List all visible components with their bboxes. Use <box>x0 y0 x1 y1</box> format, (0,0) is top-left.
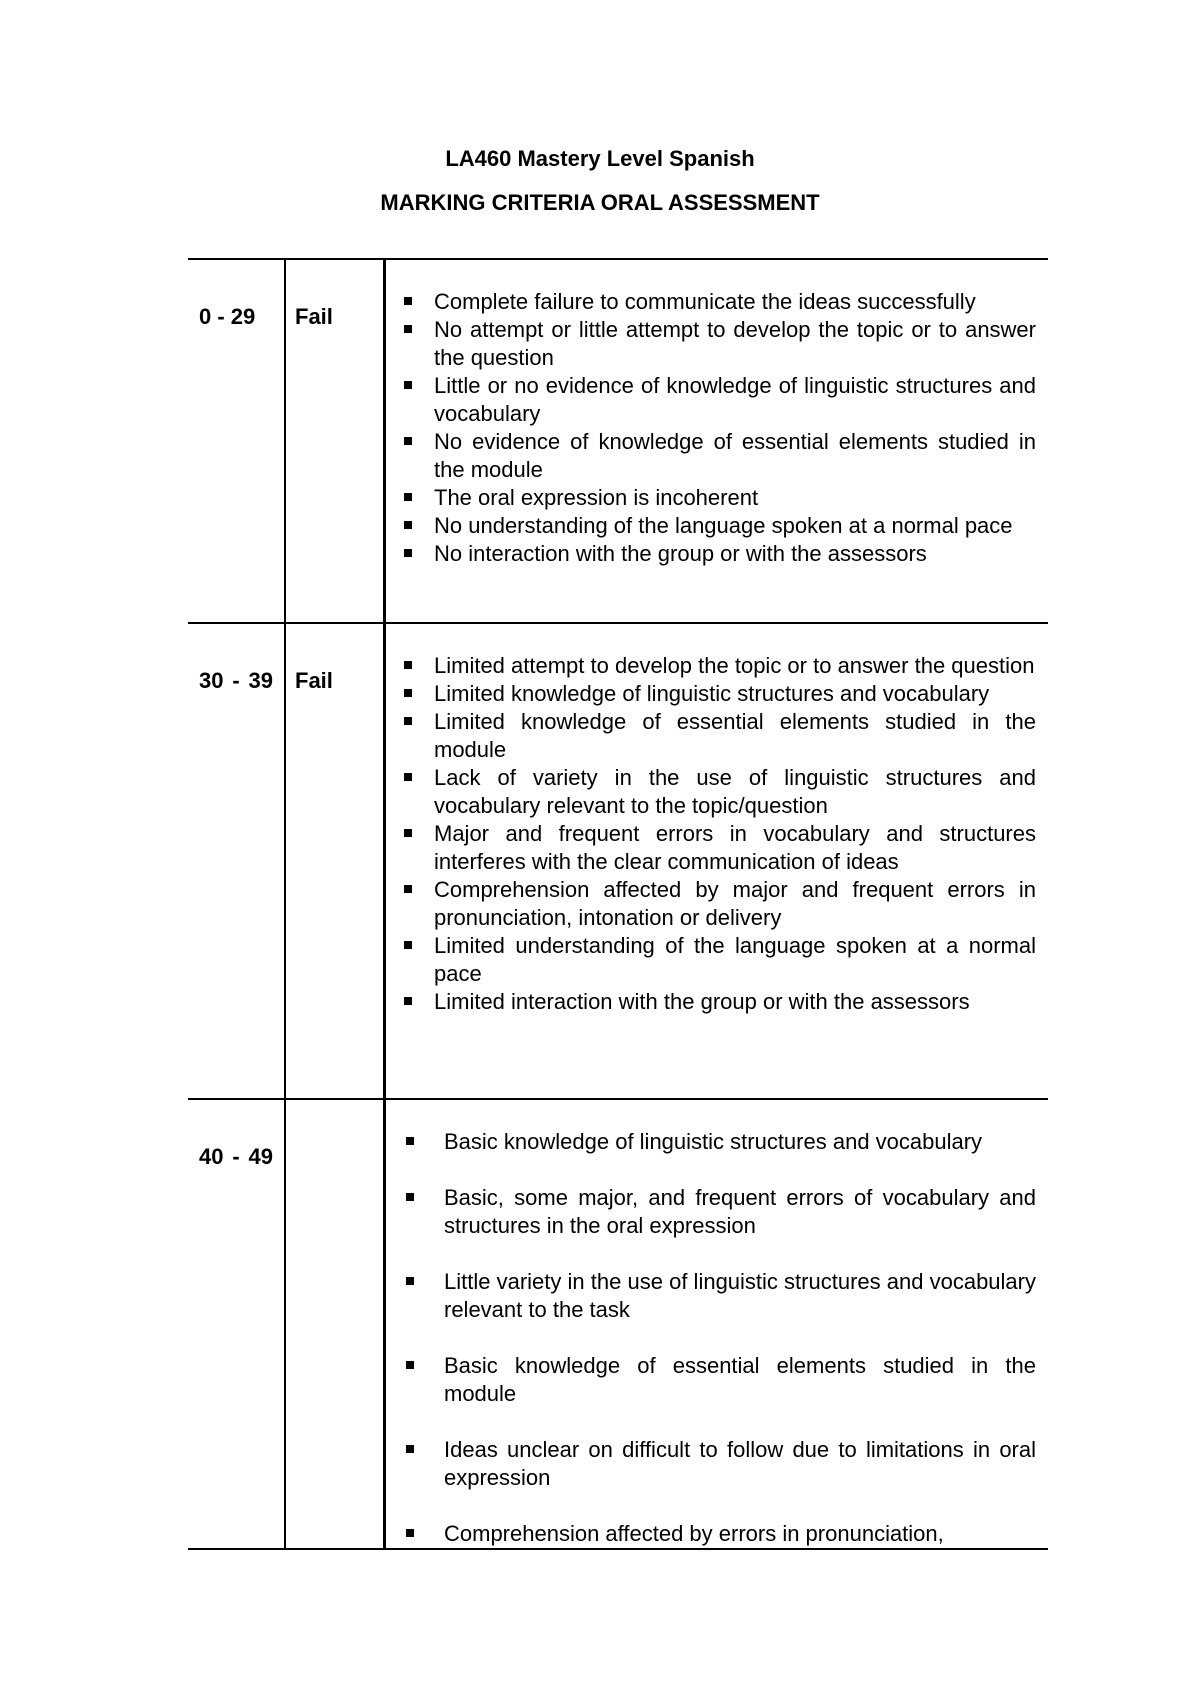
document-subtitle: MARKING CRITERIA ORAL ASSESSMENT <box>380 190 820 215</box>
grade-label: Fail <box>295 668 333 693</box>
list-item: Complete failure to communicate the ideas successfully <box>398 288 1036 316</box>
square-bullet-icon <box>404 717 412 725</box>
square-bullet-icon <box>406 1193 414 1201</box>
square-bullet-icon <box>404 437 412 445</box>
list-item: Comprehension affected by errors in pronunciation, <box>398 1520 1036 1548</box>
row-divider <box>188 622 1048 624</box>
list-item: Limited knowledge of essential elements studied in the module <box>398 708 1036 764</box>
mark-range: 40 - 49 <box>199 1144 273 1169</box>
document-title: LA460 Mastery Level Spanish <box>445 146 755 171</box>
square-bullet-icon <box>406 1361 414 1369</box>
square-bullet-icon <box>404 381 412 389</box>
row-divider <box>188 1098 1048 1100</box>
list-item: Little or no evidence of knowledge of linguistic structures and vocabulary <box>398 372 1036 428</box>
square-bullet-icon <box>404 549 412 557</box>
criteria-list <box>398 1128 1036 1576</box>
list-item: No evidence of knowledge of essential elements studied in the module <box>398 428 1036 484</box>
square-bullet-icon <box>404 661 412 669</box>
mark-range: 30 - 39 <box>199 668 273 693</box>
grade-label: Fail <box>295 304 333 329</box>
square-bullet-icon <box>404 773 412 781</box>
square-bullet-icon <box>404 941 412 949</box>
criteria-list <box>398 288 1036 568</box>
list-item: Basic, some major, and frequent errors of vocabulary and structures in the oral expression <box>398 1184 1036 1240</box>
list-item: Basic knowledge of essential elements studied in the module <box>398 1352 1036 1408</box>
square-bullet-icon <box>404 493 412 501</box>
square-bullet-icon <box>404 325 412 333</box>
list-item: Limited attempt to develop the topic or to answer the question <box>398 652 1036 680</box>
list-item: Major and frequent errors in vocabulary and structures interferes with the clear communication of ideas <box>398 820 1036 876</box>
list-item: Comprehension affected by major and frequent errors in pronunciation, intonation or delivery <box>398 876 1036 932</box>
list-item: No attempt or little attempt to develop the topic or to answer the question <box>398 316 1036 372</box>
list-item: Lack of variety in the use of linguistic structures and vocabulary relevant to the topic/question <box>398 764 1036 820</box>
square-bullet-icon <box>406 1445 414 1453</box>
list-item: The oral expression is incoherent <box>398 484 1036 512</box>
square-bullet-icon <box>404 829 412 837</box>
list-item: Limited understanding of the language spoken at a normal pace <box>398 932 1036 988</box>
square-bullet-icon <box>406 1137 414 1145</box>
column-divider <box>284 258 286 1550</box>
list-item: No interaction with the group or with the assessors <box>398 540 1036 568</box>
list-item: Limited knowledge of linguistic structures and vocabulary <box>398 680 1036 708</box>
square-bullet-icon <box>404 521 412 529</box>
column-divider <box>383 258 386 1550</box>
list-item: No understanding of the language spoken at a normal pace <box>398 512 1036 540</box>
square-bullet-icon <box>406 1529 414 1537</box>
list-item: Ideas unclear on difficult to follow due to limitations in oral expression <box>398 1436 1036 1492</box>
list-item: Basic knowledge of linguistic structures and vocabulary <box>398 1128 1036 1156</box>
square-bullet-icon <box>404 297 412 305</box>
square-bullet-icon <box>404 997 412 1005</box>
list-item: Little variety in the use of linguistic structures and vocabulary relevant to the task <box>398 1268 1036 1324</box>
list-item: Limited interaction with the group or with the assessors <box>398 988 1036 1016</box>
square-bullet-icon <box>404 689 412 697</box>
square-bullet-icon <box>406 1277 414 1285</box>
table-top-border <box>188 258 1048 260</box>
criteria-table <box>188 258 1048 1550</box>
mark-range: 0 - 29 <box>199 304 256 329</box>
criteria-list <box>398 652 1036 1016</box>
square-bullet-icon <box>404 885 412 893</box>
